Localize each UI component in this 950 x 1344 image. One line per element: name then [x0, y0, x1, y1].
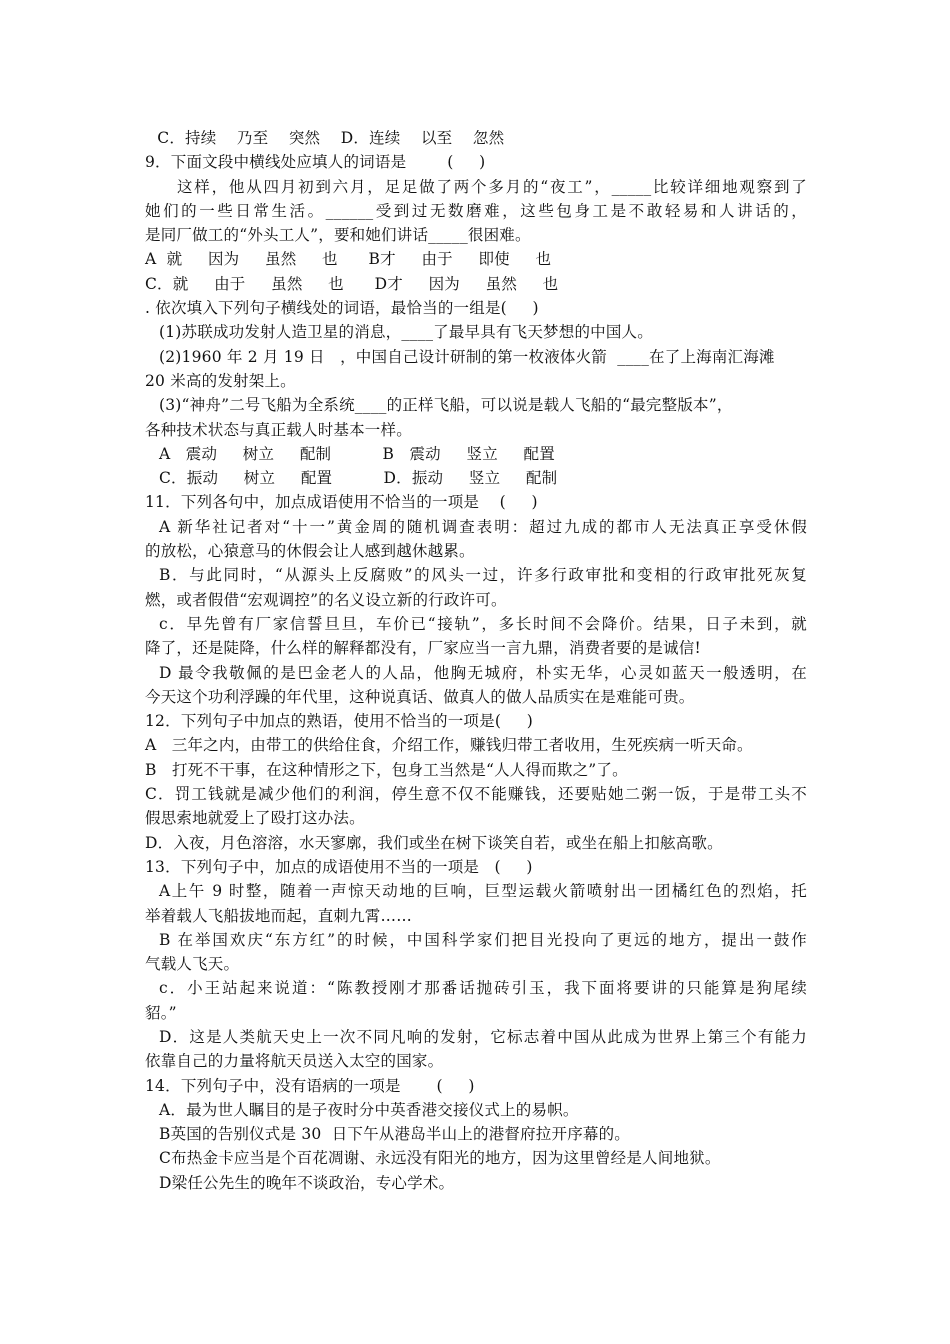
text-line: c．早先曾有厂家信誓旦旦，车价已“接轨”，多长时间不会降价。结果，日子未到，就 [159, 614, 807, 633]
question-12-stem: 12．下列句子中加点的熟语，使用不恰当的一项是( ) [145, 712, 533, 731]
question-text-block [145, 126, 807, 1195]
text-line: C布热金卡应当是个百花凋谢、永远没有阳光的地方，因为这里曾经是人间地狱。 [159, 1149, 721, 1168]
text-line: B 在举国欢庆“东方红”的时候，中国科学家们把目光投向了更远的地方，提出一鼓作 [159, 930, 807, 949]
text-line: A上午 9 时整，随着一声惊天动地的巨响，巨型运载火箭喷射出一团橘红色的烈焰，托 [159, 882, 807, 901]
text-line: B．与此同时，“从源头上反腐败”的风头一过，许多行政审批和变相的行政审批死灰复 [159, 566, 807, 585]
text-line: C．罚工钱就是减少他们的利润，停生意不仅不能赚钱，还要贴她二粥一饭，于是带工头不 [145, 785, 807, 804]
text-line: A 新华社记者对“十一”黄金周的随机调查表明：超过九成的都市人无法真正享受休假 [159, 517, 807, 536]
question-14-stem: 14．下列句子中，没有语病的一项是 ( ) [145, 1076, 475, 1095]
text-line: (3)“神舟”二号飞船为全系统____的正样飞船，可以说是载人飞船的“最完整版本”， [159, 396, 733, 415]
text-line: 降了，还是陡降，什么样的解释都没有，厂家应当一言九鼎，消费者要的是诚信! [145, 639, 701, 658]
text-line: 依靠自己的力量将航天员送入太空的国家。 [145, 1052, 444, 1071]
text-line: B 打死不干事，在这种情形之下，包身工当然是“人人得而欺之”了。 [145, 760, 628, 779]
text-line: 20 米高的发射架上。 [145, 371, 296, 390]
question-13-stem: 13．下列句子中，加点的成语使用不当的一项是 ( ) [145, 857, 533, 876]
option-line: A 就 因为 虽然 也 B才 由于 即使 也 [145, 250, 552, 269]
text-line: 貂。” [145, 1003, 177, 1022]
text-line: 燃，或者假借“宏观调控”的名义设立新的行政许可。 [145, 590, 507, 609]
option-line: C．振动 树立 配置 D．振动 竖立 配制 [159, 469, 558, 488]
text-line: C．持续 乃至 突然 D．连续 以至 忽然 [147, 129, 505, 147]
question-9-stem: 9．下面文段中横线处应填人的词语是 ( ) [145, 153, 486, 172]
text-line: A 三年之内，由带工的供给住食，介绍工作，赚钱归带工者收用，生死疾病一听天命。 [145, 736, 753, 755]
text-line: D梁任公先生的晚年不谈政治，专心学术。 [159, 1173, 455, 1192]
text-line: 气载人飞天。 [145, 955, 240, 974]
text-line: B英国的告别仪式是 30 日下午从港岛半山上的港督府拉开序幕的。 [159, 1125, 630, 1144]
question-11-stem: 11．下列各句中，加点成语使用不恰当的一项是 ( ) [145, 493, 538, 512]
text-line: (2)1960 年 2 月 19 日 ，中国自己设计研制的第一枚液体火箭 ____在了上海南汇海滩 [159, 347, 775, 366]
text-line: D．入夜，月色溶溶，水天寥廓，我们或坐在树下谈笑自若，或坐在船上扣舷高歌。 [145, 833, 723, 852]
text-line: 是同厂做工的“外头工人”，要和她们讲话_____很困难。 [145, 226, 531, 245]
text-line: (1)苏联成功发射人造卫星的消息，____了最早具有飞天梦想的中国人。 [159, 323, 653, 342]
document-page [145, 126, 807, 1195]
text-line: 这样，他从四月初到六月，足足做了两个多月的“夜工”，_____比较详细地观察到了 [177, 177, 807, 196]
text-line: 今天这个功利浮躁的年代里，这种说真话、做真人的做人品质实在是难能可贵。 [145, 687, 695, 706]
text-line: 各种技术状态与真正载人时基本一样。 [145, 420, 412, 439]
text-line: D 最令我敬佩的是巴金老人的人品，他胸无城府，朴实无华，心灵如蓝天一般透明，在 [159, 663, 807, 682]
question-10-stem: . 依次填入下列句子横线处的词语，最恰当的一组是( ) [145, 299, 539, 318]
option-line: C．就 由于 虽然 也 D才 因为 虽然 也 [145, 274, 559, 293]
text-line: D．这是人类航天史上一次不同凡响的发射，它标志着中国从此成为世界上第三个有能力 [159, 1027, 807, 1046]
option-line: A 震动 树立 配制 B 震动 竖立 配置 [159, 444, 555, 463]
text-line: c．小王站起来说道：“陈教授刚才那番话抛砖引玉，我下面将要讲的只能算是狗尾续 [159, 979, 807, 998]
text-line: 她们的一些日常生活。______受到过无数磨难，这些包身工是不敢轻易和人讲话的， [145, 201, 807, 220]
text-line: 的放松，心猿意马的休假会让人感到越休越累。 [145, 542, 475, 561]
text-line: A．最为世人瞩目的是子夜时分中英香港交接仪式上的易帜。 [159, 1100, 579, 1119]
text-line: 举着载人飞船拔地而起，直刺九霄…… [145, 906, 412, 925]
text-line: 假思索地就爱上了殴打这办法。 [145, 809, 365, 828]
